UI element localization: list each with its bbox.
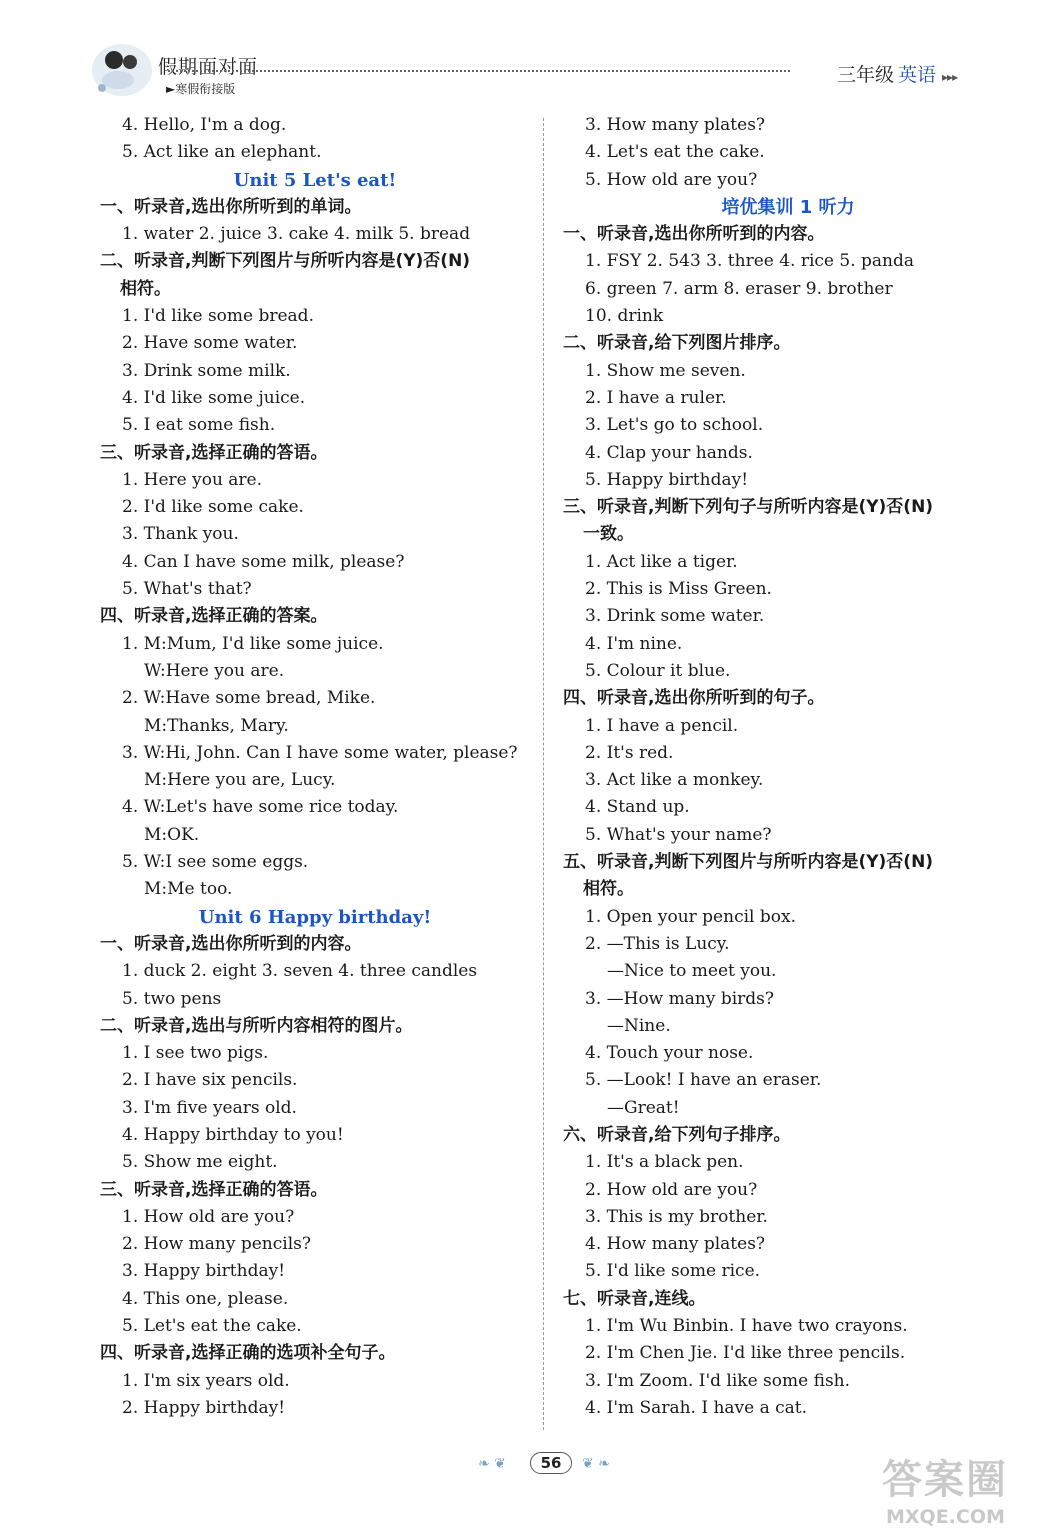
answer-line: 2. How many pencils? [122,1234,311,1255]
watermark-url: MXQE.COM [886,1506,1005,1528]
answer-line: 3. I'm Zoom. I'd like some fish. [585,1370,851,1391]
answer-line: 4. I'm Sarah. I have a cat. [585,1397,808,1418]
answer-line: 5. W:I see some eggs. [122,852,309,873]
answer-line: 1. FSY 2. 543 3. three 4. rice 5. panda [585,251,915,272]
answer-line: 5. What's your name? [585,824,772,845]
answer-line: 2. Happy birthday! [122,1397,286,1418]
answer-line: 5. What's that? [122,579,252,600]
page-number-footer [470,1448,630,1478]
answer-line: 5. Act like an elephant. [122,142,322,163]
section-heading-continued: 相符。 [120,278,171,299]
answer-line: 5. Colour it blue. [585,660,731,681]
answer-line: 1. water 2. juice 3. cake 4. milk 5. bread [122,224,471,245]
dialogue-reply-line: M:Here you are, Lucy. [144,770,336,791]
section-heading: 二、听录音,判断下列图片与所听内容是(Y)否(N) [100,251,471,272]
answer-line: 4. Hello, I'm a dog. [122,115,287,135]
dialogue-reply-line: M:OK. [144,824,200,845]
section-heading: 七、听录音,连线。 [563,1288,706,1309]
section-heading: 四、听录音,选择正确的答案。 [100,606,328,627]
page-header [0,0,1052,110]
dialogue-reply-line: —Nine. [607,1015,671,1036]
answer-line: 4. W:Let's have some rice today. [122,797,399,818]
ornament-left-icon: ❧ ❦ [478,1456,506,1472]
answer-line: 2. W:Have some bread, Mike. [122,688,376,709]
answer-line: 1. I'm six years old. [122,1370,290,1391]
answer-line: 1. Act like a tiger. [585,551,738,572]
section-heading: 三、听录音,选择正确的答语。 [100,442,328,463]
answer-line: 2. How old are you? [585,1179,758,1200]
answer-line: 5. Let's eat the cake. [122,1316,302,1337]
section-heading: 一、听录音,选出你所听到的单词。 [100,196,362,217]
answer-line: 1. I have a pencil. [585,715,739,736]
answer-line: 3. Thank you. [122,524,239,545]
answer-line: 5. —Look! I have an eraser. [585,1070,822,1091]
answer-line: 3. W:Hi, John. Can I have some water, please? [122,742,518,763]
answer-line: 3. Drink some water. [585,606,765,627]
column-divider [543,118,544,1430]
answer-line: 4. Stand up. [585,797,690,818]
answer-line: 3. How many plates? [585,115,766,135]
answer-line: 1. Open your pencil box. [585,906,796,927]
section-heading: 三、听录音,判断下列句子与所听内容是(Y)否(N) [563,497,934,518]
answer-line: 1. duck 2. eight 3. seven 4. three candles [122,961,478,982]
dialogue-reply-line: —Great! [607,1097,680,1118]
answer-line: 4. Let's eat the cake. [585,142,765,163]
answer-line: 4. Happy birthday to you! [122,1124,344,1145]
ornament-right-icon: ❦ ❧ [582,1456,610,1472]
right-column [563,112,1013,1422]
answer-line: 1. I'm Wu Binbin. I have two crayons. [585,1316,908,1337]
section-heading: 六、听录音,给下列句子排序。 [563,1124,791,1145]
answer-line: 1. I'd like some bread. [122,306,314,327]
section-heading: 二、听录音,给下列图片排序。 [563,333,791,354]
section-heading: 五、听录音,判断下列图片与所听内容是(Y)否(N) [563,852,934,873]
page-number: 56 [530,1452,572,1474]
answer-line: 1. M:Mum, I'd like some juice. [122,633,384,654]
answer-line: 5. Show me eight. [122,1152,278,1173]
subject-label: 英语 [898,64,937,86]
arrows-icon: ▸▸▸ [942,70,958,84]
answer-line: 5. two pens [122,988,222,1009]
answer-line: 3. Let's go to school. [585,415,764,436]
answer-line: 1. Show me seven. [585,360,746,381]
watermark [880,1448,1045,1534]
answer-line: 5. Happy birthday! [585,469,749,490]
dialogue-reply-line: —Nice to meet you. [607,961,777,982]
grade-subject-label [837,60,957,87]
answer-line: 1. How old are you? [122,1206,295,1227]
answer-line: 4. Clap your hands. [585,442,753,463]
answer-line: 2. Have some water. [122,333,298,354]
answer-line: 4. I'd like some juice. [122,387,306,408]
answer-line: 5. I'd like some rice. [585,1261,761,1282]
mascot-logo-icon [88,40,154,102]
header-dotted-rule [168,70,790,72]
answer-line: 2. I have six pencils. [122,1070,298,1091]
answer-line: 4. Touch your nose. [585,1043,754,1064]
answer-line: 1. It's a black pen. [585,1152,744,1173]
answer-line: 3. I'm five years old. [122,1097,297,1118]
answer-line: 4. Can I have some milk, please? [122,551,405,572]
section-heading: 二、听录音,选出与所听内容相符的图片。 [100,1015,413,1036]
section-heading: 一、听录音,选出你所听到的内容。 [100,933,362,954]
answer-line: 3. Drink some milk. [122,360,291,381]
answer-line: 1. Here you are. [122,469,263,490]
unit-title: Unit 5 Let's eat! [233,169,397,191]
answer-line: 4. How many plates? [585,1234,766,1255]
answer-line: 2. I'm Chen Jie. I'd like three pencils. [585,1343,906,1364]
brand-subtitle: ►寒假衔接版 [166,82,236,96]
training-title: 培优集训 1 听力 [721,196,855,218]
answer-line: 2. I have a ruler. [585,387,727,408]
left-column [100,112,530,1422]
section-heading: 一、听录音,选出你所听到的内容。 [563,224,825,245]
answer-line: 3. —How many birds? [585,988,775,1009]
answer-line: 3. Act like a monkey. [585,770,764,791]
section-heading-continued: 一致。 [583,524,634,545]
answer-line: 10. drink [585,306,664,327]
answer-line: 3. This is my brother. [585,1206,768,1227]
watermark-logo-text: 答案圈 [882,1457,1008,1503]
answer-line: 5. I eat some fish. [122,415,276,436]
grade-label: 三年级 [837,64,895,86]
section-heading: 三、听录音,选择正确的答语。 [100,1179,328,1200]
dialogue-reply-line: M:Me too. [144,879,233,900]
dialogue-reply-line: W:Here you are. [144,660,285,681]
section-heading-continued: 相符。 [583,879,634,900]
answer-line: 2. I'd like some cake. [122,497,304,518]
section-heading: 四、听录音,选择正确的选项补全句子。 [100,1343,396,1364]
dialogue-reply-line: M:Thanks, Mary. [144,715,289,736]
answer-line: 2. —This is Lucy. [585,933,730,954]
section-heading: 四、听录音,选出你所听到的句子。 [563,688,825,709]
answer-line: 4. I'm nine. [585,633,683,654]
answer-line: 4. This one, please. [122,1288,289,1309]
unit-title: Unit 6 Happy birthday! [198,906,432,928]
answer-line: 2. This is Miss Green. [585,579,772,600]
brand-title: 假期面对面 [158,56,259,78]
answer-line: 1. I see two pigs. [122,1043,269,1064]
answer-line: 3. Happy birthday! [122,1261,286,1282]
answer-line: 6. green 7. arm 8. eraser 9. brother [585,278,893,299]
answer-line: 2. It's red. [585,742,674,763]
answer-line: 5. How old are you? [585,169,758,190]
